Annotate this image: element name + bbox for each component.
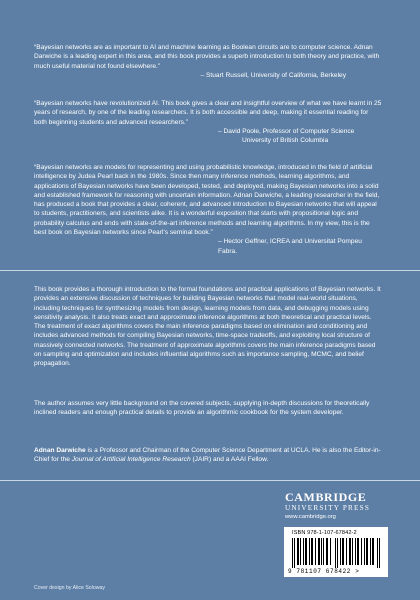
quote-poole <box>34 99 382 145</box>
quote-text: “Bayesian networks have revolutionized AI. This book gives a clear and insightful overview of what we have learnt in 25 years of research, by one of the leading researchers. It is both accessible and deep, making it essential reading for both beginning students and advanced researchers.” <box>34 100 382 126</box>
publisher-logo <box>285 491 395 521</box>
quote-geffner <box>34 163 382 256</box>
author-bio-text: is a Professor and Chairman of the Computer Science Department at UCLA. He is also the Editor-in-Chief for the <box>34 447 381 464</box>
barcode-box <box>284 527 388 577</box>
publisher-url: www.cambridge.org <box>285 514 336 520</box>
quote-citation: – Stuart Russell, University of California, Berkeley <box>200 71 346 79</box>
divider <box>0 480 420 481</box>
barcode-icon <box>292 538 382 568</box>
divider <box>0 270 420 271</box>
quote-text: “Bayesian networks are as important to AI and machine learning as Boolean circuits are to computer science. Adnan Darwiche is a leading expert in this area, and this book provides a superb introduction to both theory and practice, with much useful material not found elsewhere.” <box>34 44 380 70</box>
quote-russell <box>34 43 382 80</box>
author-name: Adnan Darwiche <box>34 447 86 454</box>
cover-credit: Cover design by Alice Soloway <box>34 585 105 591</box>
publisher-name: CAMBRIDGE <box>285 490 367 504</box>
publisher-subtitle: UNIVERSITY PRESS <box>285 504 371 512</box>
quote-citation: – Hector Geffner, ICREA and Universitat Pompeu Fabra. <box>218 238 362 255</box>
barcode-number: 9 781107 678422 > <box>288 568 360 575</box>
isbn-label: ISBN 978-1-107-67842-2 <box>292 530 357 536</box>
quote-citation-affiliation: University of British Columbia <box>242 137 329 145</box>
book-description-audience: The author assumes very little background on the covered subjects, supplying in-depth discussions for theoretically inclined readers and enough practical details to provide an algorithmic cookbook for the system developer. <box>34 400 370 417</box>
book-description: This book provides a thorough introduction to the formal foundations and practical applications of Bayesian networks. It provides an extensive discussion of techniques for building Bayesian networks that model real-world situations, including techniques for synthesizing models from design, learning models from data, and debugging models using sensitivity analysis. It also treats exact and approximate inference algorithms at both theoretical and practical levels. The treatment of exact algorithms covers the main inference paradigms based on elimination and conditioning and includes advanced methods for compiling Bayesian networks, time-space tradeoffs, and exploiting local structure of massively connected networks. The treatment of approximate algorithms covers the main inference paradigms based on sampling and optimization and includes influential algorithms such as importance sampling, MCMC, and belief propagation. <box>34 286 381 368</box>
author-bio <box>34 446 382 465</box>
author-bio-text-end: (JAIR) and a AAAI Fellow. <box>190 456 269 464</box>
journal-name: Journal of Artificial Intelligence Research <box>71 456 191 464</box>
quote-citation: – David Poole, Professor of Computer Science <box>218 127 355 135</box>
quote-text: “Bayesian networks are models for representing and using probabilistic knowledge, introduced in the field of artificial intelligence by Judea Pearl back in the 1980s. Since then many inference methods, learning algorithms, and applications of Bayesian networks have been developed, tested, and deployed, making Bayesian networks into a solid and established framework for reasoning with uncertain information. Adnan Darwiche, a leading researcher in the field, has produced a book that provides a clear, coherent, and advanced introduction to Bayesian networks that will appeal to students, practitioners, and scientists alike. It is a wonderful exposition that starts with propositional logic and probability calculus and ends with state-of-the-art inference methods and learning algorithms. In my view, this is the best book on Bayesian networks since Pearl’s seminal book.” <box>34 164 380 237</box>
